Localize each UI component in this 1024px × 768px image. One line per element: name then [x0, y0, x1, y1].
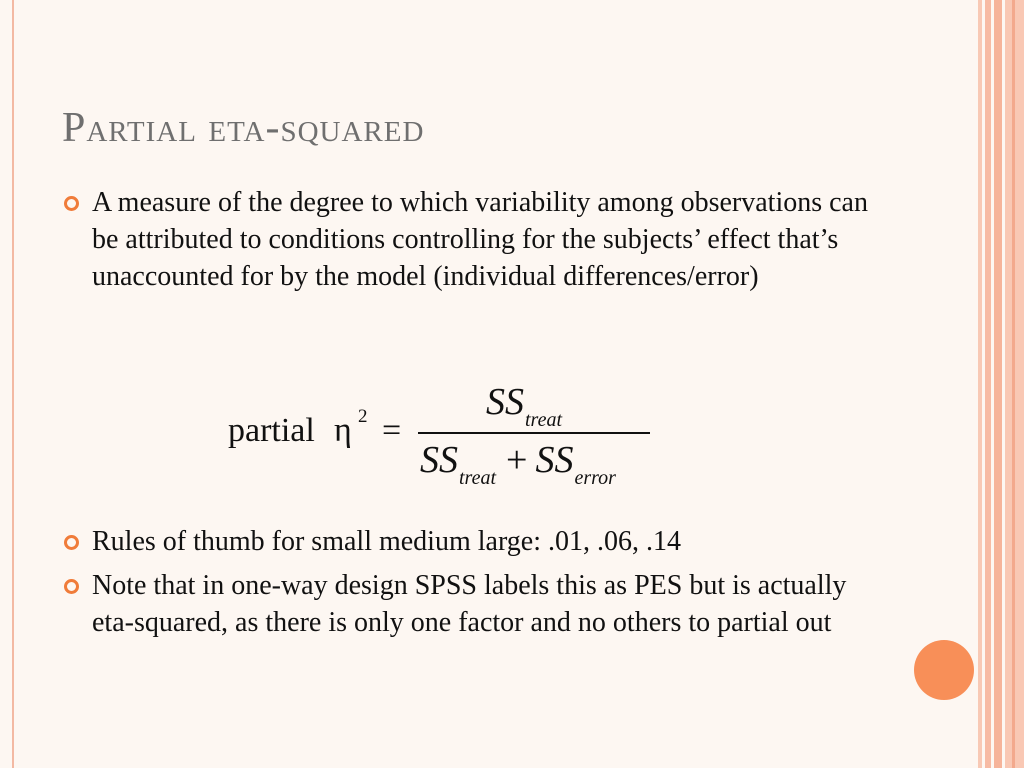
denominator-term1-main: SS: [420, 439, 458, 481]
bullet-ring-icon: [64, 535, 79, 550]
bullet-ring-icon: [64, 196, 79, 211]
bullet-item: [64, 567, 874, 641]
left-frame-line: [12, 0, 14, 768]
formula-equals: =: [382, 412, 402, 449]
right-decor-stripe: [985, 0, 991, 768]
decorative-circle: [914, 640, 974, 700]
numerator-main: SS: [486, 381, 524, 423]
bullet-text: Note that in one-way design SPSS labels this as PES but is actually eta-squared, as there is only one factor and no others to partial out: [92, 570, 847, 638]
fraction-bar: [418, 432, 650, 434]
formula-lhs-word: partial: [228, 412, 315, 449]
right-decor-stripe: [978, 0, 982, 768]
right-decor-stripe: [994, 0, 1002, 768]
slide-title: Partial eta-squared: [62, 105, 425, 151]
denominator-term2-sub: error: [574, 467, 616, 489]
formula-denominator: [420, 438, 616, 489]
denominator-plus: +: [506, 439, 528, 481]
bullet-item: [64, 184, 874, 295]
bullet-text: Rules of thumb for small medium large: .01, .06, .14: [92, 526, 681, 557]
bullet-text: A measure of the degree to which variability among observations can be attributed to conditions controlling for the subjects’ effect that’s unaccounted for by the model (individual differences/error): [92, 187, 868, 292]
numerator-sub: treat: [525, 409, 563, 431]
denominator-term1-sub: treat: [459, 467, 497, 489]
right-decor-stripe: [1012, 0, 1015, 768]
formula-exponent: 2: [358, 406, 368, 427]
denominator-term2-main: SS: [535, 439, 574, 481]
formula: [220, 380, 660, 490]
formula-eta-symbol: η: [334, 412, 352, 449]
bullet-item: [64, 523, 874, 560]
formula-numerator: [486, 380, 563, 431]
bullet-ring-icon: [64, 579, 79, 594]
